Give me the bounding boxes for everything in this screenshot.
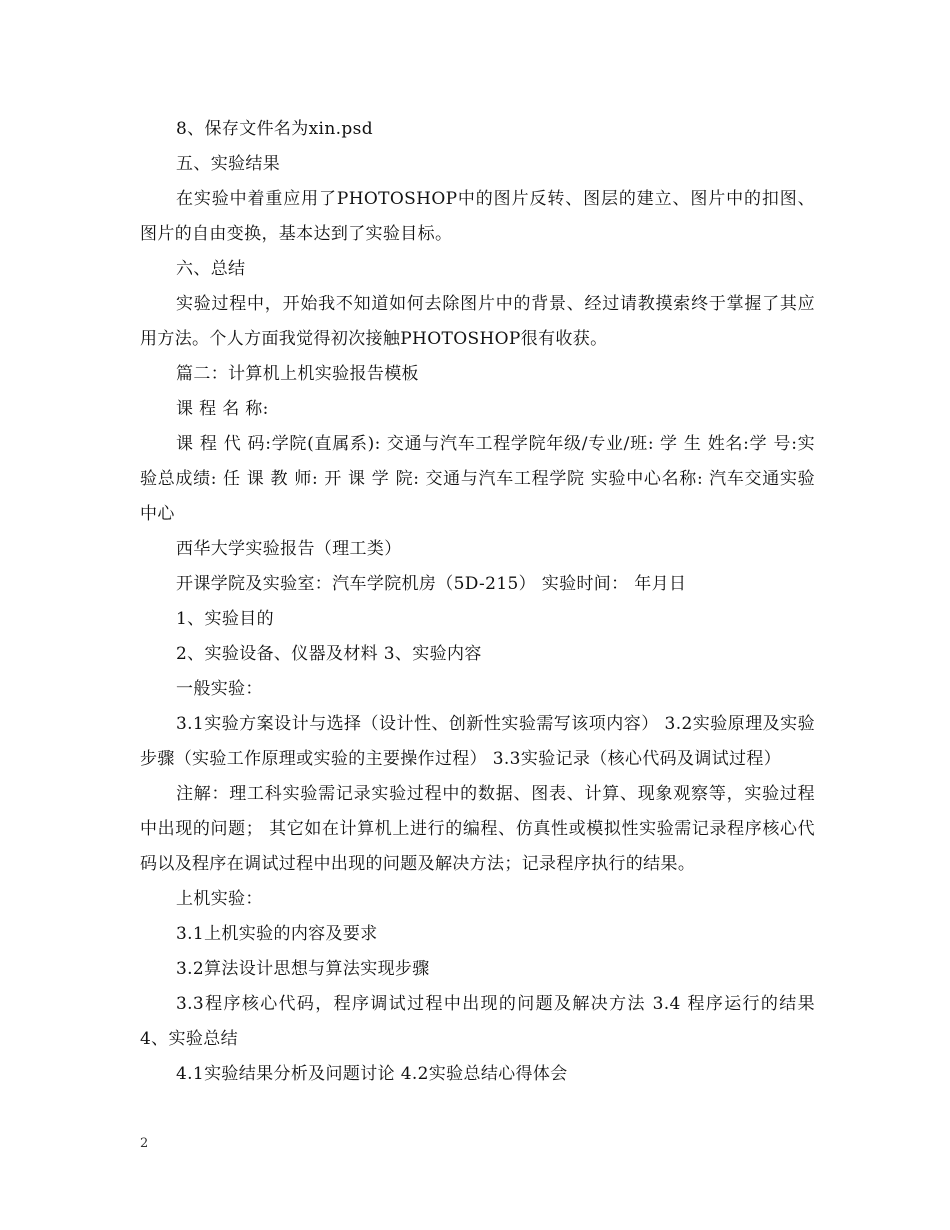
- paragraph-notes: 注解：理工科实验需记录实验过程中的数据、图表、计算、现象观察等，实验过程中出现的问题； 其它如在计算机上进行的编程、仿真性或模拟性实验需记录程序核心代码以及程序在调试过程中出现的问题及解决方法；记录程序执行的结果。: [140, 784, 815, 874]
- paragraph-save-filename: 8、保存文件名为xin.psd: [176, 119, 373, 139]
- page-number: 2: [140, 1136, 149, 1151]
- paragraph-results-text: 在实验中着重应用了PHOTOSHOP中的图片反转、图层的建立、图片中的扣图、图片的自由变换，基本达到了实验目标。: [140, 189, 815, 244]
- heading-general-experiment: 一般实验：: [176, 679, 263, 699]
- heading-experiment-results: 五、实验结果: [176, 154, 281, 174]
- item-3-1: 3.1上机实验的内容及要求: [176, 924, 378, 944]
- section-purpose: 1、实验目的: [176, 609, 274, 629]
- heading-summary: 六、总结: [176, 259, 246, 279]
- document-body: [140, 112, 815, 1092]
- heading-part-two: 篇二：计算机上机实验报告模板: [176, 364, 419, 384]
- field-lab-and-time: 开课学院及实验室：汽车学院机房（5D-215） 实验时间： 年月日: [176, 574, 687, 594]
- report-title: 西华大学实验报告（理工类）: [176, 539, 402, 559]
- paragraph-general-items: 3.1实验方案设计与选择（设计性、创新性实验需写该项内容） 3.2实验原理及实验步骤（实验工作原理或实验的主要操作过程） 3.3实验记录（核心代码及调试过程）: [140, 714, 815, 769]
- item-3-3: 3.3程序核心代码，程序调试过程中出现的问题及解决方法 3.4 程序运行的结果 4、实验总结: [140, 994, 815, 1049]
- paragraph-summary-text: 实验过程中，开始我不知道如何去除图片中的背景、经过请教摸索终于掌握了其应用方法。个人方面我觉得初次接触PHOTOSHOP很有收获。: [140, 294, 815, 349]
- field-course-info: 课 程 代 码:学院(直属系): 交通与汽车工程学院年级/专业/班: 学 生 姓名:学 号:实验总成绩: 任 课 教 师: 开 课 学 院: 交通与汽车工程学院 实验中心名称: 汽车交通实验中心: [140, 434, 815, 524]
- section-equipment-content: 2、实验设备、仪器及材料 3、实验内容: [176, 644, 482, 664]
- item-4-1: 4.1实验结果分析及问题讨论 4.2实验总结心得体会: [176, 1064, 568, 1084]
- field-course-name: 课 程 名 称:: [176, 399, 269, 419]
- item-3-2: 3.2算法设计思想与算法实现步骤: [176, 959, 430, 979]
- heading-computer-experiment: 上机实验：: [176, 889, 263, 909]
